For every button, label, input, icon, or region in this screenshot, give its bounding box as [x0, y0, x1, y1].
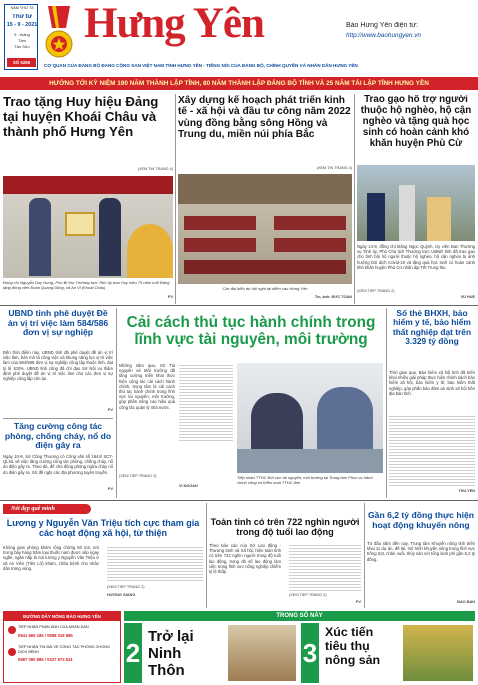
- article-luong-y[interactable]: [3, 503, 203, 608]
- inside-item-page3[interactable]: [301, 623, 475, 683]
- credit: PV: [167, 295, 173, 299]
- article-body: Thời gian qua, Bảo hiểm xã hội tỉnh đã triển khai nhiều giải pháp thực hiện chính sách bảo hiểm xã hội, bảo hiểm y tế, bảo hiểm thất nghiệp, góp phần bảo đảm an sinh xã hội trên địa bàn tỉnh.: [389, 370, 475, 396]
- column-rule: [3, 418, 113, 419]
- hotline-item-label: TIẾP NHẬN PHẢN ÁNH CỦA NHÂN DÂN: [18, 625, 89, 629]
- credit: VI NGOAN: [179, 484, 198, 488]
- lunar-day: 9 - tháng: [14, 32, 30, 37]
- section-label-text: Nét đẹp quê mình: [11, 506, 55, 512]
- award-emblem-icon: [44, 6, 74, 64]
- column-rule: [206, 503, 207, 608]
- article-body: Không gian phòng khám rộng chừng 50 m2, nơi trưng bày hàng trăm loại thuốc nam được xếp ngay ngắn, ngăn nắp là nơi lương y Nguyễn Văn Triệu ở xã An Viên (Tiên Lữ) khám, chữa bệnh cho nhân dân trong vùng.: [3, 545, 99, 571]
- article-headline[interactable]: Toàn tỉnh có trên 722 nghìn người trong độ tuổi lao động: [210, 517, 360, 538]
- lunar-year: Tân Sửu: [14, 44, 30, 49]
- article-headline[interactable]: Lương y Nguyễn Văn Triệu tích cực tham gia các hoạt động xã hội, từ thiện: [6, 518, 200, 539]
- article-headline[interactable]: Xây dựng kế hoạch phát triển kinh tế - xã hội và đầu tư công năm 2022 vùng đồng bằng sông Hồng và Trung du, miền núi phía Bắc: [178, 95, 351, 141]
- article-photo: [3, 176, 173, 278]
- article-photo: [237, 363, 383, 473]
- article-body-continued: [107, 545, 203, 581]
- article-headline[interactable]: Trao tặng Huy hiệu Đảng tại huyện Khoái Châu và thành phố Hưng Yên: [3, 95, 159, 139]
- weekday: Thứ tư: [12, 14, 32, 20]
- article-khuyen-nong[interactable]: [367, 503, 475, 608]
- article-so-the-bhxh[interactable]: [389, 308, 475, 498]
- hotline-title: ĐƯỜNG DÂY NÓNG BÁO HƯNG YÊN: [4, 612, 120, 621]
- anniversary-banner: [0, 77, 478, 90]
- article-huy-hieu[interactable]: [3, 93, 173, 303]
- article-headline[interactable]: UBND tỉnh phê duyệt Đề án vị trí việc làm 584/586 đơn vị sự nghiệp: [7, 309, 109, 338]
- article-body-continued: [389, 414, 475, 486]
- article-body: Theo báo cáo của Sở Lao động - Thương binh và Xã hội, hiện toàn tỉnh có trên 722 nghìn người trong độ tuổi lao động, trong đó số lao động làm việc trong lĩnh vực nông nghiệp chiếm tỷ lệ thấp.: [209, 543, 281, 575]
- section-rule: [0, 500, 478, 501]
- see-more: (XEM TIẾP TRANG 2): [357, 289, 395, 293]
- article-headline[interactable]: Gần 6,2 tỷ đồng thực hiện hoạt động khuyến nông: [367, 511, 475, 530]
- article-headline[interactable]: Số thẻ BHXH, bảo hiểm y tế, bảo hiểm thất nghiệp đạt trên 3.329 tỷ đồng: [392, 309, 472, 347]
- inside-this-issue: [124, 611, 475, 683]
- issue-number: SỐ 5285: [7, 58, 36, 67]
- article-lao-dong[interactable]: [209, 503, 361, 608]
- credit: PV: [355, 600, 361, 604]
- date: 15 - 9 - 2021: [6, 22, 38, 28]
- hotline-item-label: TIẾP NHẬN TIN BÀI VỀ CÔNG TÁC PHÒNG CHỐNG DỊCH BỆNH: [18, 645, 110, 654]
- inside-title: TRONG SỐ NÀY: [124, 611, 475, 621]
- credit: THU YẾN: [458, 489, 475, 493]
- inside-item-photo: [228, 625, 296, 681]
- newspaper-title: Hưng Yên: [84, 0, 264, 47]
- article-headline[interactable]: Tăng cường công tác phòng, chống cháy, nổ do điện gây ra: [4, 422, 112, 451]
- article-body: Ngày 14-9, đồng chí Đặng Ngọc Quỳnh, Ủy viên Ban Thường vụ Tỉnh ủy, Phó Chủ tịch Thường trực UBND tỉnh đã trao gạo cho tình bội hộ người thuộc hộ nghèo, hộ cận nghèo bị ảnh hưởng bởi dịch Covid-19 và tặng quà học sinh có hoàn cảnh khó khăn huyện Phù Cừ nhân dịp Tết Trung thu.: [357, 244, 475, 270]
- hotline-phone[interactable]: 0987 090 885 / 0337 973 531: [18, 657, 73, 662]
- see-more: (XEM TIẾP TRANG 2): [289, 593, 327, 597]
- see-more: (XEM TIN TRANG 4): [137, 167, 173, 171]
- photo-caption: Đồng chí Nguyễn Duy Hưng, Phó Bí thư Thường trực Tỉnh ủy trao Huy hiệu 75 năm tuổi Đảng tặng đồng viên Đoàn Quang Dũng, xã An Vĩ (Khoái Châu): [3, 280, 170, 290]
- article-headline[interactable]: Trao gạo hỗ trợ người thuộc hộ nghèo, hộ cận nghèo và tặng quà học sinh có hoàn cảnh khó khăn huyện Phù Cừ: [360, 95, 472, 149]
- article-body: Từ đầu năm đến nay, Trung tâm Khuyến nông tỉnh triển khai 11 dự án, đề tài, mô hình khuyến nông trong lĩnh vực trồng trọt, chăn nuôi, thủy sản với tổng kinh phí gần 6,2 tỷ đồng.: [367, 541, 475, 562]
- credit: Tin, ảnh: ĐỨC TOÀN: [314, 295, 352, 299]
- article-de-an-vi-tri[interactable]: [3, 308, 113, 416]
- phone-icon: [8, 648, 16, 656]
- page-number: 3: [301, 623, 319, 683]
- column-rule: [116, 308, 117, 498]
- banner-text: HƯỚNG TỚI KỶ NIỆM 190 NĂM THÀNH LẬP TỈNH, 80 NĂM THÀNH LẬP ĐẢNG BỘ TỈNH VÀ 25 NĂM TÁI LẬP TỈNH HƯNG YÊN: [49, 80, 429, 87]
- issue-year: NĂM THỨ 78: [10, 6, 34, 10]
- hotline-box: [3, 611, 121, 683]
- article-body: Những năm qua, Sở Tài nguyên và Môi trường đã tăng cường triển khai thực hiện công tác cải cách hành chính, trọng tâm là cải cách thủ tục hành chính trong lĩnh vực tài nguyên, môi trường, góp phần nâng cao hiệu quả công tác quản lý nhà nước.: [119, 363, 175, 410]
- see-more: (XEM TIN TRANG 4): [316, 166, 352, 170]
- column-rule: [354, 94, 355, 304]
- article-body-continued: [179, 363, 233, 443]
- article-phong-chong-chay[interactable]: [3, 421, 113, 496]
- inside-item-photo: [403, 625, 473, 681]
- article-photo: [178, 174, 352, 284]
- column-rule: [175, 94, 176, 304]
- inside-item-title[interactable]: Xúc tiến tiêu thụ nông sản: [325, 626, 381, 667]
- phone-icon: [8, 626, 16, 634]
- website-link[interactable]: http://www.baohungyen.vn: [346, 32, 421, 39]
- article-cai-cach-thu-tuc[interactable]: [119, 308, 383, 498]
- credit: HƯƠNG GIANG: [107, 593, 136, 597]
- photo-caption: Các đại biểu dự hội nghị tại điểm cầu Hưng Yên: [222, 286, 308, 291]
- section-rule: [0, 305, 478, 306]
- credit: VŨ HUẾ: [460, 295, 475, 299]
- lunar-month: Tám: [18, 38, 26, 43]
- article-body-continued: [289, 543, 361, 591]
- inside-item-title[interactable]: Trở lại Ninh Thôn: [148, 629, 194, 679]
- hotline-phone[interactable]: 0941 665 185 / 0888 318 885: [18, 633, 73, 638]
- article-trao-gao[interactable]: [357, 93, 475, 303]
- see-more: (XEM TIẾP TRANG 3): [119, 474, 157, 478]
- photo-caption: Tiếp nhận TTHC lĩnh vực tài nguyên, môi trường tại Trung tâm Phục vụ hành chính công và Kiểm soát TTHC tỉnh: [237, 475, 373, 485]
- see-more: (XEM TIẾP TRANG 2): [107, 585, 145, 589]
- inside-item-page2[interactable]: [124, 623, 298, 683]
- column-rule: [386, 308, 387, 498]
- credit: PV: [107, 408, 113, 412]
- credit: ĐÀO BẢN: [457, 600, 475, 604]
- column-rule: [364, 503, 365, 608]
- credit: PV: [107, 487, 113, 491]
- page-number: 2: [124, 623, 142, 683]
- masthead: [0, 0, 478, 74]
- section-label: [3, 504, 91, 514]
- article-body: Ngày 10-9, Sở Công Thương có Công văn số 1644/ SCT-QLNL về việc tăng cường công tác phòng, chống cháy, nổ do điện gây ra. Theo đó, để chủ động phòng ngừa cháy nổ do điện gây ra, Sở đề nghị các địa phương tuyên truyền.: [3, 454, 113, 475]
- online-label: Báo Hưng Yên điện tử:: [346, 22, 418, 29]
- article-headline[interactable]: Cải cách thủ tục hành chính trong lĩnh vực tài nguyên, môi trường: [126, 314, 376, 349]
- date-box: [4, 4, 38, 70]
- article-photo: [357, 165, 475, 241]
- article-ke-hoach[interactable]: [178, 93, 352, 303]
- subtitle: CƠ QUAN CỦA ĐẢNG BỘ ĐẢNG CỘNG SẢN VIỆT NAM TỈNH HƯNG YÊN - TIẾNG NÓI CỦA ĐẢNG BỘ, CHÍNH QUYỀN VÀ NHÂN DÂN HƯNG YÊN: [44, 63, 358, 68]
- article-body: Đến thời điểm này, UBND tỉnh đã phê duyệt đề án vị trí việc làm, bản mô tả công việc và khung năng lực vị trí việc làm của 584/586 đơn vị sự nghiệp công lập thuộc tỉnh, đạt tỷ lệ 100%. UBND tỉnh cũng đã chỉ đạo Sở Nội vụ thẩm định phê duyệt đề án vị trí việc làm cho các đơn vị sự nghiệp công lập còn lại.: [3, 350, 113, 382]
